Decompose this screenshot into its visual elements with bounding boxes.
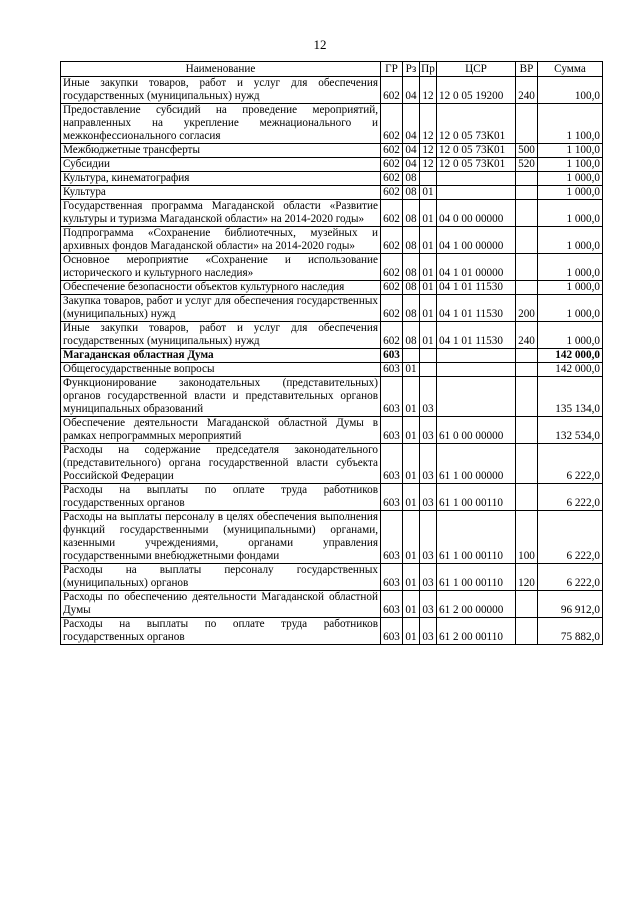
cell-name: Основное мероприятие «Сохранение и использование исторического и культурного наследия» (61, 254, 381, 281)
cell-gr: 603 (381, 618, 403, 645)
cell-csr: 12 0 05 73К01 (437, 104, 516, 144)
cell-name: Обеспечение деятельности Магаданской областной Думы в рамках непрограммных мероприятий (61, 417, 381, 444)
cell-pr: 12 (420, 144, 437, 158)
cell-name: Расходы по обеспечению деятельности Магаданской областной Думы (61, 591, 381, 618)
cell-csr (437, 363, 516, 377)
cell-name: Обеспечение безопасности объектов культурного наследия (61, 281, 381, 295)
cell-csr: 12 0 05 19200 (437, 77, 516, 104)
column-header-vr: ВР (516, 62, 538, 77)
cell-csr: 12 0 05 73К01 (437, 158, 516, 172)
cell-gr: 602 (381, 77, 403, 104)
table-header-row (61, 62, 603, 77)
cell-csr (437, 186, 516, 200)
cell-vr: 240 (516, 77, 538, 104)
cell-csr: 04 1 01 00000 (437, 254, 516, 281)
cell-gr: 602 (381, 281, 403, 295)
cell-rz: 08 (403, 200, 420, 227)
cell-vr (516, 200, 538, 227)
cell-vr (516, 349, 538, 363)
cell-vr (516, 281, 538, 295)
cell-pr: 03 (420, 484, 437, 511)
cell-vr: 520 (516, 158, 538, 172)
cell-rz: 01 (403, 484, 420, 511)
cell-rz: 08 (403, 295, 420, 322)
budget-table (60, 61, 603, 645)
cell-pr: 12 (420, 104, 437, 144)
cell-name: Предоставление субсидий на проведение мероприятий, направленных на укрепление межнационального и межконфессионального согласия (61, 104, 381, 144)
cell-rz: 01 (403, 444, 420, 484)
cell-sum: 75 882,0 (538, 618, 603, 645)
cell-sum: 1 000,0 (538, 200, 603, 227)
cell-rz: 01 (403, 618, 420, 645)
cell-gr: 603 (381, 417, 403, 444)
cell-csr: 04 1 01 11530 (437, 322, 516, 349)
cell-gr: 602 (381, 144, 403, 158)
cell-rz: 08 (403, 186, 420, 200)
cell-csr: 04 1 01 11530 (437, 281, 516, 295)
cell-rz (403, 349, 420, 363)
cell-csr: 04 0 00 00000 (437, 200, 516, 227)
cell-rz: 01 (403, 377, 420, 417)
table-row (61, 158, 603, 172)
column-header-csr: ЦСР (437, 62, 516, 77)
cell-name: Расходы на выплаты персоналу в целях обеспечения выполнения функций государственными (муниципальными) органами, казенными учреждениями, органами управления государственными внебюджетными фондами (61, 511, 381, 564)
cell-rz: 04 (403, 77, 420, 104)
cell-sum: 1 000,0 (538, 254, 603, 281)
column-header-name: Наименование (61, 62, 381, 77)
cell-sum: 1 000,0 (538, 186, 603, 200)
table-row (61, 618, 603, 645)
cell-name: Расходы на выплаты персоналу государственных (муниципальных) органов (61, 564, 381, 591)
cell-csr (437, 349, 516, 363)
cell-rz: 08 (403, 322, 420, 349)
cell-pr: 03 (420, 444, 437, 484)
cell-sum: 1 100,0 (538, 104, 603, 144)
table-row (61, 484, 603, 511)
cell-csr: 12 0 05 73К01 (437, 144, 516, 158)
cell-name: Магаданская областная Дума (61, 349, 381, 363)
cell-sum: 6 222,0 (538, 484, 603, 511)
cell-pr: 03 (420, 511, 437, 564)
cell-gr: 603 (381, 564, 403, 591)
cell-name: Подпрограмма «Сохранение библиотечных, музейных и архивных фондов Магаданской области» на 2014-2020 годы» (61, 227, 381, 254)
cell-pr: 01 (420, 322, 437, 349)
cell-gr: 603 (381, 444, 403, 484)
cell-pr: 03 (420, 377, 437, 417)
cell-sum: 142 000,0 (538, 363, 603, 377)
cell-csr (437, 172, 516, 186)
cell-name: Иные закупки товаров, работ и услуг для обеспечения государственных (муниципальных) нужд (61, 77, 381, 104)
table-row (61, 281, 603, 295)
cell-vr (516, 104, 538, 144)
cell-gr: 602 (381, 200, 403, 227)
table-row (61, 377, 603, 417)
cell-name: Общегосударственные вопросы (61, 363, 381, 377)
cell-sum: 1 000,0 (538, 172, 603, 186)
cell-sum: 132 534,0 (538, 417, 603, 444)
cell-vr: 500 (516, 144, 538, 158)
cell-rz: 04 (403, 158, 420, 172)
cell-name: Иные закупки товаров, работ и услуг для обеспечения государственных (муниципальных) нужд (61, 322, 381, 349)
cell-vr (516, 618, 538, 645)
cell-csr: 61 2 00 00000 (437, 591, 516, 618)
cell-vr: 200 (516, 295, 538, 322)
table-row (61, 77, 603, 104)
cell-vr (516, 377, 538, 417)
table-row (61, 144, 603, 158)
table-row (61, 104, 603, 144)
cell-csr: 04 1 00 00000 (437, 227, 516, 254)
cell-name: Функционирование законодательных (представительных) органов государственной власти и представительных органов муниципальных образований (61, 377, 381, 417)
cell-name: Расходы на выплаты по оплате труда работников государственных органов (61, 618, 381, 645)
cell-pr: 03 (420, 564, 437, 591)
cell-gr: 602 (381, 227, 403, 254)
cell-csr: 61 1 00 00110 (437, 511, 516, 564)
cell-pr: 12 (420, 77, 437, 104)
table-row (61, 200, 603, 227)
cell-rz: 08 (403, 227, 420, 254)
cell-pr: 01 (420, 254, 437, 281)
table-body (61, 77, 603, 645)
cell-sum: 1 100,0 (538, 144, 603, 158)
table-row (61, 322, 603, 349)
column-header-rz: Рз (403, 62, 420, 77)
column-header-pr: Пр (421, 62, 435, 75)
cell-pr: 01 (420, 186, 437, 200)
cell-sum: 6 222,0 (538, 564, 603, 591)
cell-pr: 01 (420, 281, 437, 295)
table-row (61, 417, 603, 444)
cell-pr: 03 (420, 591, 437, 618)
cell-vr: 120 (516, 564, 538, 591)
cell-name: Закупка товаров, работ и услуг для обеспечения государственных (муниципальных) нужд (61, 295, 381, 322)
table-row (61, 444, 603, 484)
cell-sum: 142 000,0 (538, 349, 603, 363)
cell-pr: 01 (420, 200, 437, 227)
cell-sum: 1 000,0 (538, 281, 603, 295)
table-row (61, 591, 603, 618)
cell-pr (420, 349, 437, 363)
cell-vr (516, 186, 538, 200)
cell-gr: 603 (381, 591, 403, 618)
cell-rz: 08 (403, 254, 420, 281)
cell-name: Субсидии (61, 158, 381, 172)
cell-vr: 100 (516, 511, 538, 564)
cell-pr (420, 363, 437, 377)
cell-name: Государственная программа Магаданской области «Развитие культуры и туризма Магаданской области» на 2014-2020 годы» (61, 200, 381, 227)
cell-sum: 1 000,0 (538, 295, 603, 322)
cell-rz: 01 (403, 417, 420, 444)
cell-name: Расходы на выплаты по оплате труда работников государственных органов (61, 484, 381, 511)
cell-gr: 602 (381, 295, 403, 322)
column-header-sum: Сумма (538, 62, 603, 77)
cell-csr (437, 377, 516, 417)
table-row (61, 172, 603, 186)
cell-csr: 61 1 00 00110 (437, 484, 516, 511)
cell-pr: 01 (420, 227, 437, 254)
cell-pr: 03 (420, 618, 437, 645)
cell-pr: 12 (420, 158, 437, 172)
cell-vr (516, 591, 538, 618)
page-number: 12 (313, 37, 327, 52)
cell-gr: 603 (381, 377, 403, 417)
table-row (61, 186, 603, 200)
table-row (61, 363, 603, 377)
cell-sum: 1 000,0 (538, 227, 603, 254)
cell-csr: 61 0 00 00000 (437, 417, 516, 444)
cell-gr: 602 (381, 172, 403, 186)
cell-vr (516, 484, 538, 511)
table-row (61, 254, 603, 281)
cell-rz: 08 (403, 281, 420, 295)
cell-sum: 6 222,0 (538, 511, 603, 564)
table-row (61, 227, 603, 254)
cell-rz: 01 (403, 363, 420, 377)
cell-name: Расходы на содержание председателя законодательного (представительного) органа государственной власти субъекта Российской Федерации (61, 444, 381, 484)
cell-rz: 04 (403, 104, 420, 144)
cell-gr: 603 (381, 349, 403, 363)
cell-rz: 04 (403, 144, 420, 158)
table-row (61, 564, 603, 591)
cell-gr: 602 (381, 104, 403, 144)
cell-rz: 08 (403, 172, 420, 186)
cell-sum: 1 100,0 (538, 158, 603, 172)
cell-gr: 602 (381, 158, 403, 172)
cell-vr (516, 227, 538, 254)
cell-sum: 100,0 (538, 77, 603, 104)
cell-pr: 01 (420, 295, 437, 322)
cell-gr: 603 (381, 363, 403, 377)
cell-gr: 603 (381, 484, 403, 511)
cell-vr (516, 254, 538, 281)
cell-sum: 96 912,0 (538, 591, 603, 618)
cell-sum: 135 134,0 (538, 377, 603, 417)
cell-name: Межбюджетные трансферты (61, 144, 381, 158)
cell-rz: 01 (403, 591, 420, 618)
cell-csr: 61 1 00 00000 (437, 444, 516, 484)
column-header-gr: ГР (381, 62, 403, 77)
cell-gr: 602 (381, 254, 403, 281)
cell-pr: 03 (420, 417, 437, 444)
cell-gr: 602 (381, 186, 403, 200)
cell-vr (516, 444, 538, 484)
cell-rz: 01 (403, 511, 420, 564)
cell-vr (516, 172, 538, 186)
cell-pr (420, 172, 437, 186)
cell-csr: 61 2 00 00110 (437, 618, 516, 645)
cell-gr: 602 (381, 322, 403, 349)
cell-name: Культура (61, 186, 381, 200)
cell-rz: 01 (403, 564, 420, 591)
cell-vr (516, 363, 538, 377)
cell-csr: 61 1 00 00110 (437, 564, 516, 591)
cell-csr: 04 1 01 11530 (437, 295, 516, 322)
cell-vr: 240 (516, 322, 538, 349)
table-row (61, 295, 603, 322)
cell-vr (516, 417, 538, 444)
table-row (61, 349, 603, 363)
cell-sum: 6 222,0 (538, 444, 603, 484)
cell-sum: 1 000,0 (538, 322, 603, 349)
cell-gr: 603 (381, 511, 403, 564)
table-row (61, 511, 603, 564)
cell-name: Культура, кинематография (61, 172, 381, 186)
